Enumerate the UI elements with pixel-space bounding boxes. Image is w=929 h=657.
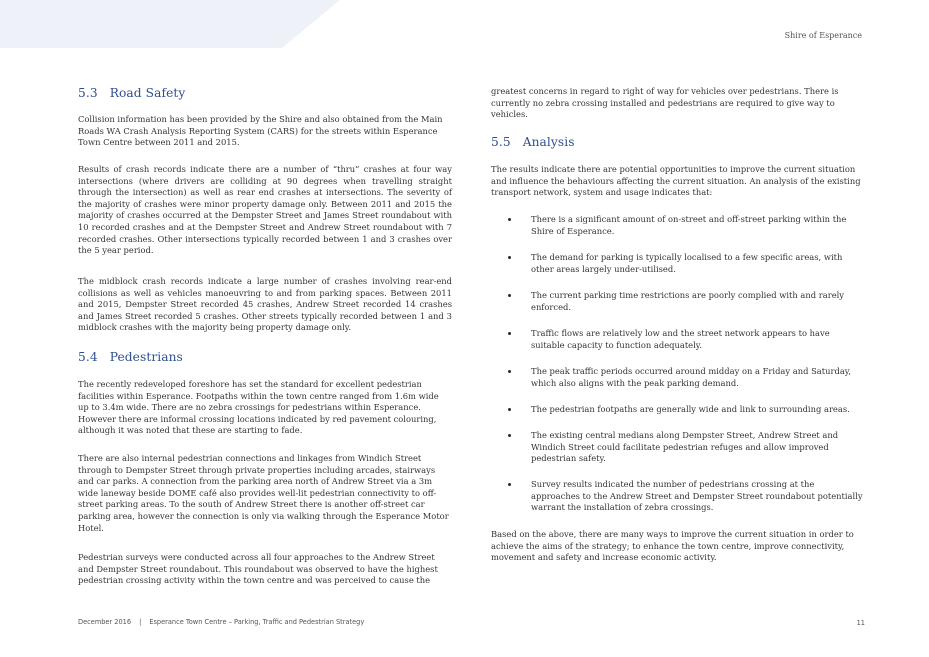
paragraph: Pedestrian surveys were conducted across all four approaches to the Andrew Street and Dempster Street roundabout. This roundabout was observed to have the highest pedestrian crossing activity within the town centre and was perceived to cause the bbox=[78, 552, 438, 586]
section-number: 5.3 bbox=[78, 86, 98, 100]
list-item: There is a significant amount of on-street and off-street parking within the Shire of Esperance. bbox=[491, 214, 865, 237]
list-item: The pedestrian footpaths are generally wide and link to surrounding areas. bbox=[491, 404, 865, 416]
bullet-icon bbox=[508, 332, 511, 335]
paragraph: Results of crash records indicate there are a number of “thru” crashes at four way intersections (where drivers are colliding at 90 degrees when travelling straight through the intersection) as well as rear end crashes at intersections. The severity of the majority of crashes were minor property damage only. Between 2011 and 2015 the majority of crashes occurred at the Dempster Street and James Street roundabout with 10 recorded crashes and at the Dempster Street and Andrew Street roundabout with 7 recorded crashes. Other intersections typically recorded between 1 and 3 crashes over the 5 year period. bbox=[78, 164, 452, 256]
page-number: 11 bbox=[856, 619, 865, 627]
list-item: The current parking time restrictions are poorly complied with and rarely enforced. bbox=[491, 290, 865, 313]
bullet-icon bbox=[508, 256, 511, 259]
bullet-icon bbox=[508, 218, 511, 221]
section-number: 5.4 bbox=[78, 350, 98, 364]
heading-analysis bbox=[491, 135, 865, 149]
bullet-icon bbox=[508, 370, 511, 373]
paragraph: Collision information has been provided by the Shire and also obtained from the Main Roads WA Crash Analysis Reporting System (CARS) for the streets within Esperance Town Centre between 2011 and 2015. bbox=[78, 114, 443, 148]
footer-separator: | bbox=[139, 618, 142, 626]
bullet-icon bbox=[508, 434, 511, 437]
paragraph: Based on the above, there are many ways to improve the current situation in order to achieve the aims of the strategy; to enhance the town centre, improve connectivity, movement and safety and increase economic activity. bbox=[491, 529, 854, 563]
list-item: The demand for parking is typically localised to a few specific areas, with other areas largely under-utilised. bbox=[491, 252, 865, 275]
bullet-icon bbox=[508, 408, 511, 411]
paragraph: There are also internal pedestrian connections and linkages from Windich Street through to Dempster Street through private properties including arcades, stairways and car parks. A connection from the parking area north of Andrew Street via a 3m wide laneway beside DOME café also provides well-lit pedestrian connectivity to off-street parking areas. To the south of Andrew Street there is another off-street car parking area, however the connection is only via walking through the Esperance Motor Hotel. bbox=[78, 453, 449, 533]
page-footer bbox=[78, 618, 364, 626]
paragraph: The results indicate there are potential opportunities to improve the current situation and influence the behaviours affecting the current situation. An analysis of the existing transport network, system and usage indicates that: bbox=[491, 164, 861, 198]
footer-date: December 2016 bbox=[78, 618, 132, 626]
list-item: Survey results indicated the number of pedestrians crossing at the approaches to the Andrew Street and Dempster Street roundabout potentially warrant the installation of zebra crossings. bbox=[491, 479, 865, 514]
bullet-icon bbox=[508, 483, 511, 486]
organisation-name: Shire of Esperance bbox=[784, 31, 862, 40]
bullet-icon bbox=[508, 294, 511, 297]
footer-document-title: Esperance Town Centre – Parking, Traffic and Pedestrian Strategy bbox=[149, 618, 365, 626]
section-title: Pedestrians bbox=[109, 350, 183, 364]
list-item: Traffic flows are relatively low and the street network appears to have suitable capacity to function adequately. bbox=[491, 328, 865, 351]
heading-pedestrians bbox=[78, 350, 452, 364]
section-number: 5.5 bbox=[491, 135, 511, 149]
section-title: Road Safety bbox=[109, 86, 186, 100]
header-corner-decoration bbox=[0, 0, 929, 60]
paragraph: greatest concerns in regard to right of way for vehicles over pedestrians. There is currently no zebra crossing installed and pedestrians are required to give way to vehicles. bbox=[491, 86, 839, 120]
list-item: The existing central medians along Dempster Street, Andrew Street and Windich Street could facilitate pedestrian refuges and allow improved pedestrian safety. bbox=[491, 430, 865, 465]
section-title: Analysis bbox=[522, 135, 575, 149]
list-item: The peak traffic periods occurred around midday on a Friday and Saturday, which also aligns with the peak parking demand. bbox=[491, 366, 865, 389]
paragraph: The midblock crash records indicate a large number of crashes involving rear-end collisions as well as vehicles manoeuvring to and from parking spaces. Between 2011 and 2015, Dempster Street recorded 45 crashes, Andrew Street recorded 14 crashes and James Street recorded 5 crashes. Other streets typically recorded between 1 and 3 midblock crashes with the majority being property damage only. bbox=[78, 276, 452, 333]
paragraph: The recently redeveloped foreshore has set the standard for excellent pedestrian facilities within Esperance. Footpaths within the town centre ranged from 1.6m wide up to 3.4m wide. There are no zebra crossings for pedestrians within Esperance. However there are informal crossing locations indicated by red pavement colouring, although it was noted that these are starting to fade. bbox=[78, 379, 439, 436]
heading-road-safety bbox=[78, 86, 452, 100]
